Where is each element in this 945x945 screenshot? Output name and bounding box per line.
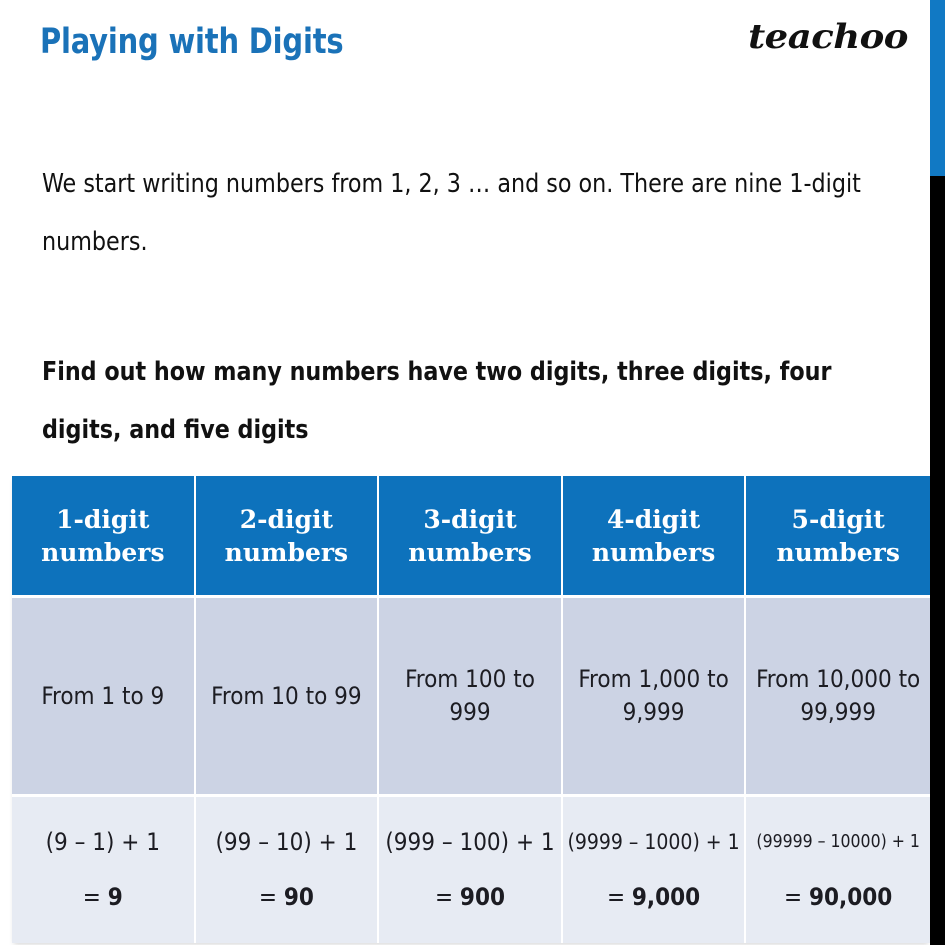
calc-value-3-digit: 900 [459,883,505,911]
calc-expression-5-digit: (99999 – 10000) + 1 [756,832,920,852]
calc-value-4-digit: 9,000 [631,883,701,911]
digits-table [12,476,930,943]
calc-cell-1-digit [12,797,196,943]
range-cell-2-digit: From 10 to 99 [196,598,380,797]
calc-result-3-digit [383,870,557,925]
calc-expression-3-digit: (999 – 100) + 1 [385,828,555,856]
range-cell-3-digit: From 100 to 999 [379,598,563,797]
calc-cell-3-digit [379,797,563,943]
calc-result-2-digit [200,870,374,925]
calc-equals-4-digit: = [606,883,632,911]
column-header-4-digit: 4-digit numbers [563,476,747,598]
calc-expression-4-digit: (9999 – 1000) + 1 [567,830,740,854]
calc-equals-2-digit: = [258,883,284,911]
edge-strip [930,0,945,945]
edge-strip-blue [930,0,945,176]
calc-equals-1-digit: = [82,883,108,911]
slide-header [0,0,930,95]
calc-value-2-digit: 90 [283,883,314,911]
calc-value-5-digit: 90,000 [809,883,893,911]
range-cell-5-digit: From 10,000 to 99,999 [746,598,930,797]
teachoo-logo: teachoo [748,15,908,57]
column-header-1-digit: 1-digit numbers [12,476,196,598]
intro-paragraph: We start writing numbers from 1, 2, 3 … and so on. There are nine 1-digit numbers. [42,169,861,257]
table-row-calculations [12,797,930,943]
page-title: Playing with Digits [40,22,344,62]
calc-result-1-digit [16,870,190,925]
question-paragraph: Find out how many numbers have two digits, three digits, four digits, and five digits [42,357,832,445]
range-cell-1-digit: From 1 to 9 [12,598,196,797]
calc-expression-2-digit: (99 – 10) + 1 [215,828,358,856]
calc-expression-1-digit: (9 – 1) + 1 [45,828,160,856]
edge-strip-black [930,176,945,945]
calc-result-5-digit [750,870,926,925]
calc-cell-4-digit [563,797,747,943]
table-row-ranges [12,598,930,797]
column-header-2-digit: 2-digit numbers [196,476,380,598]
calc-cell-5-digit [746,797,930,943]
calc-cell-2-digit [196,797,380,943]
range-cell-4-digit: From 1,000 to 9,999 [563,598,747,797]
column-header-3-digit: 3-digit numbers [379,476,563,598]
calc-result-4-digit [567,870,741,925]
column-header-5-digit: 5-digit numbers [746,476,930,598]
table-header-row [12,476,930,598]
calc-equals-5-digit: = [784,883,809,911]
calc-equals-3-digit: = [434,883,460,911]
calc-value-1-digit: 9 [107,883,123,911]
